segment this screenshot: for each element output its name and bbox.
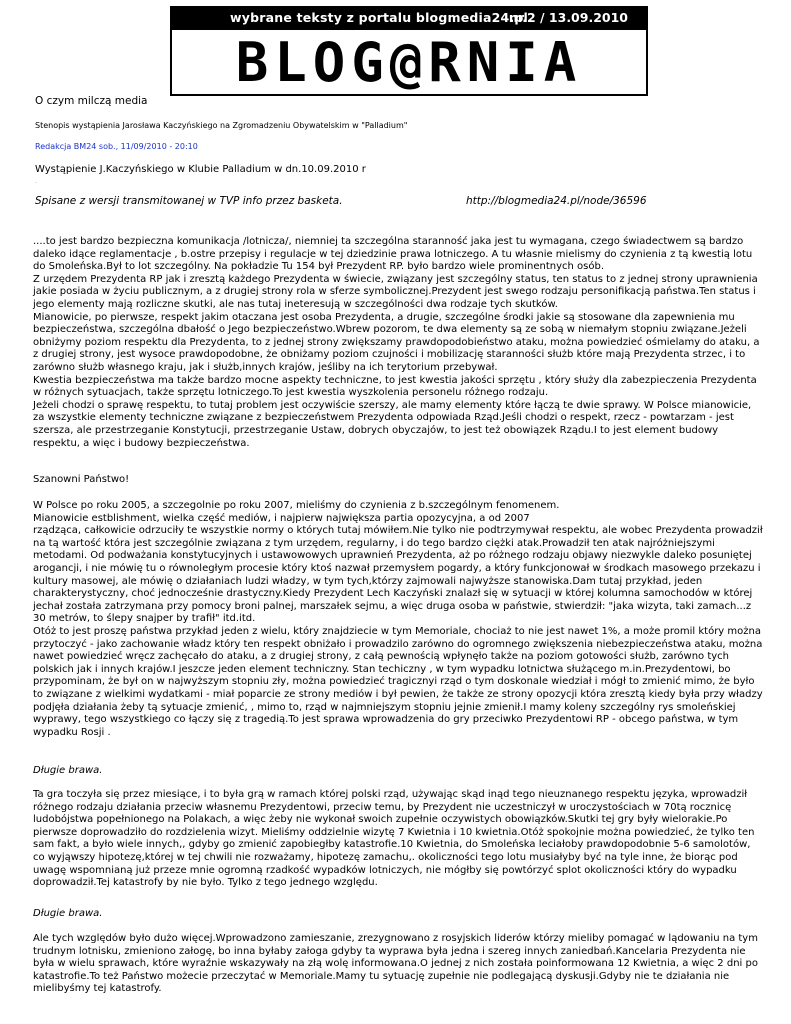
masthead-strip <box>172 8 646 30</box>
masthead-issue: nr.2 / 13.09.2010 <box>508 10 628 25</box>
article-paragraph-3: W Polsce po roku 2005, a szczegolnie po roku 2007, mieliśmy do czynienia z b.szczególnym fenomenem. Mianowicie estblishment, wielka część mediów, i najpierw największa partia opozycyjna, a od 2007 rządząca, całkowicie odrzuciły te wszystkie normy o których tutaj mówiłem.Nie tylko nie podtrzymywał respektu, ale wobec Prezydenta prowadził na tą wartość która jest szczególnie związana z tym urzędem, regularny, i do tego bardzo ciężki atak.Prowadził ten atak najróżniejszymi metodami. Od podważania konstytucyjnych i ustawowowych uprawnień Prezydenta, aż po różnego rodzaju objawy niezwykle daleko posuniętej arogancji, i nie mówię tu o równoległym procesie który ktoś nazwał przemysłem pogardy, a który funkcjonował w środkach masowego przekazu i kultury masowej, ale mówię o działaniach ludzi władzy, w tym tych,którzy zajmowali najwyższe stanowiska.Dam tutaj przykład, jeden charakterystyczny, choć jednocześnie drastyczny.Kiedy Prezydent Lech Kaczyński znalazł się w sytuacji w której kolumna samochodów w której jechał została zatrzymana przy pomocy broni palnej, marszałek sejmu, a więc druga osoba w państwie, stwierdził: "jaka wizyta, taki zamach...z 30 metrów, to ślepy snajper by trafił" itd.itd. Otóż to jest proszę państwa przykład jeden z wielu, który znajdziecie w tym Memoriale, chociaż to nie jest nawet 1%, a może promil który można przytoczyć - jako zachowanie władz który ten respekt obniżało i prowadzilo zarówno do ogromnego zwiększenia niebezpieczeństwa ataku, można nawet powiedzieć wręcz zachęcało do ataku, a z drugiej strony, z całą pewnością wpłynęło także na poziom gotowości służb, zarówno tych polskich jak i innych krajów.I jeszcze jeden element techniczny. Stan techiczny , w tym wypadku lotnictwa służącego m.in.Prezydentowi, bo przypominam, że był on w najwyższym stopniu zły, można powiedzieć tragicznyi rząd o tym doskonale wiedział i mógł to zmienić mimo, że było to związane z wielkimi wydatkami - miał poparcie ze strony mediów i był pewien, że także ze strony opozycji która zresztą kiedy była przy władzy podjęła działania żeby tą sytuacje zmienić, , mimo to, rząd w najmniejszym stopniu jejnie zmienił.I mamy koleny szczególny rys smoleńskiej wyprawy, tego wszystkiego co łączy się z tragedią.To jest sprawa wprowadzenia do gry przeciwko Prezydentowi RP - obcego państwa, w tym wypadku Rosji . <box>33 500 763 738</box>
article-byline[interactable]: Redakcja BM24 sob., 11/09/2010 - 20:10 <box>35 142 198 151</box>
article-subheading: Stenopis wystąpienia Jarosława Kaczyńskiego na Zgromadzeniu Obywatelskim w "Palladium" <box>35 121 408 130</box>
article-paragraph-1: ....to jest bardzo bezpieczna komunikacja /lotnicza/, niemniej ta szczególna staranność jaka jest tu wymagana, czego świadectwem są bardzo daleko idące reglamentacje , b.ostre przepisy i regulacje w tej dziedzinie prawa lotniczego. A tu własnie mielismy do czynienia z tą kwestią lotu do Smoleńska.Był to lot szczególny. Na pokładzie Tu 154 był Prezydent RP. było bardzo wiele prominentnych osób. Z urzędem Prezydenta RP jak i zresztą każdego Prezydenta w świecie, związany jest szczególny status, ten status to z jednej strony uprawnienia jakie posiada w życiu publicznym, a z drugiej strony rola w sferze symbolicznej.Prezydent jest swego rodzaju personifikacją państwa.Ten status i jego elementy mają rozliczne skutki, ale nas tutaj ineteresują w szczególności dwa rodzaje tych skutków. Mianowicie, po pierwsze, respekt jakim otaczana jest osoba Prezydenta, a drugie, szczególne środki jakie są stosowane dla zapewnienia mu bezpieczeństwa, szczególna dbałość o Jego bezpieczeństwo.Wbrew pozorom, te dwa elementy są ze sobą w niemałym stopniu związane.Jeżeli obniżymy poziom respektu dla Prezydenta, to z jednej strony zwiększamy prawdopodobieństwo ataku, można powiedzieć ośmielamy do ataku, a z drugiej strony, jest wysoce prawdopodobne, że obniżamy poziom czujności i mobilizację staranności służb które mają Prezydenta strzec, i to zarówno służb własnego kraju, jak i służb,innych krajów, jeśliby na ich terytorium przebywał. Kwestia bezpieczeństwa ma także bardzo mocne aspekty techniczne, to jest kwestia jakości sprzętu , który służy dla zabezpieczenia Prezydenta w różnych sytuacjach, także sprzętu lotniczego.To jest kwestia wyszkolenia personelu różnego rodzaju. Jeżeli chodzi o sprawę respektu, to tutaj problem jest oczywiście szerszy, ale mamy elementy które łączą te dwie sprawy. W Polsce mianowicie, za wszystkie elementy techniczne związane z bezpieczeństwem Prezydenta odpowiada Rząd.Jeśli chodzi o respekt, rzecz - powtarzam - jest szersza, ale przestrzeganie Konstytucji, przestrzeganie Ustaw, dobrych obyczajów, to jest też obowiązek Rządu.I to jest element budowy respektu, a więc i budowy bezpieczeństwa. <box>33 236 760 449</box>
article-paragraph-6: Długie brawa. <box>33 908 103 919</box>
source-note: Spisane z wersji transmitowanej w TVP info przez basketa. <box>35 195 343 207</box>
article-paragraph-5: Ta gra toczyła się przez miesiące, i to była grą w ramach której polski rząd, używając skąd inąd tego nieuznanego respektu języka, wprowadził różnego rodzaju działania przeciw własnemu Prezydentowi, przeciw temu, by Prezydent nie uczestniczył w uroczystościach w 70tą rocznicę ludobójstwa popełnionego na Polakach, a więc żeby nie wykonał swoich zupełnie oczywistych obowiązków.Skutki tej gry były wielorakie.Po pierwsze doprowadziło do rozdzielenia wizyt. Mieliśmy oddzielnie wizytę 7 Kwietnia i 10 kwietnia.Otóż spokojnie można powiedzieć, że tylko ten sam fakt, a było wiele innych,, gdyby go zmienić zapobiegłby katastrofie.10 Kwietnia, do Smoleńska leciałoby prawdopodobnie 5-6 samolotów, co wyjąwszy hipotezę,której w tej chwili nie rozważamy, hipotezę zamachu,. okoliczności tego lotu musiałyby być na tyle inne, że biorąc pod uwagę wspomnianą już przeze mnie ogromną rzadkość wypadków lotniczych, nie mógłby się powtórzyć splot okoliczności który do wypadku doprowadził.Tej katastrofy by nie było. Tylko z tego jednego względu. <box>33 789 755 889</box>
article-paragraph-4: Długie brawa. <box>33 765 103 776</box>
article-paragraph-2: Szanowni Państwo! <box>33 474 130 485</box>
separator-dot: · <box>35 180 37 187</box>
article-intro: Wystąpienie J.Kaczyńskiego w Klubie Palladium w dn.10.09.2010 r <box>35 164 366 175</box>
article-heading: O czym milczą media <box>35 95 148 107</box>
masthead-banner <box>170 6 648 96</box>
masthead-logo: BLOG@RNIA <box>235 31 583 94</box>
article-paragraph-7: Ale tych względów było dużo więcej.Wprowadzono zamieszanie, zrezygnowano z rosyjskich liderów którzy mieliby pomagać w lądowaniu na tym trudnym lotnisku, zmieniono załogę, bo inna byłaby załoga gdyby ta wyprawa była jedna i szereg innych zaniedbań.Kancelaria Prezydenta nie była w wielu sprawach, które wyraźnie wskazywały na złą wolę informowana.O jednej z nich została poinformowana 12 Kwietnia, a więc 2 dni po katastrofie.To też Państwo możecie przeczytać w Memoriale.Mamy tu sytuację zupełnie nie podlegającą dyskusji.Gdyby nie te działania nie mielibyśmy tej katastrofy. <box>33 933 758 995</box>
masthead-tagline: wybrane teksty z portalu blogmedia24.pl <box>230 10 529 25</box>
source-url[interactable]: http://blogmedia24.pl/node/36596 <box>466 195 647 207</box>
